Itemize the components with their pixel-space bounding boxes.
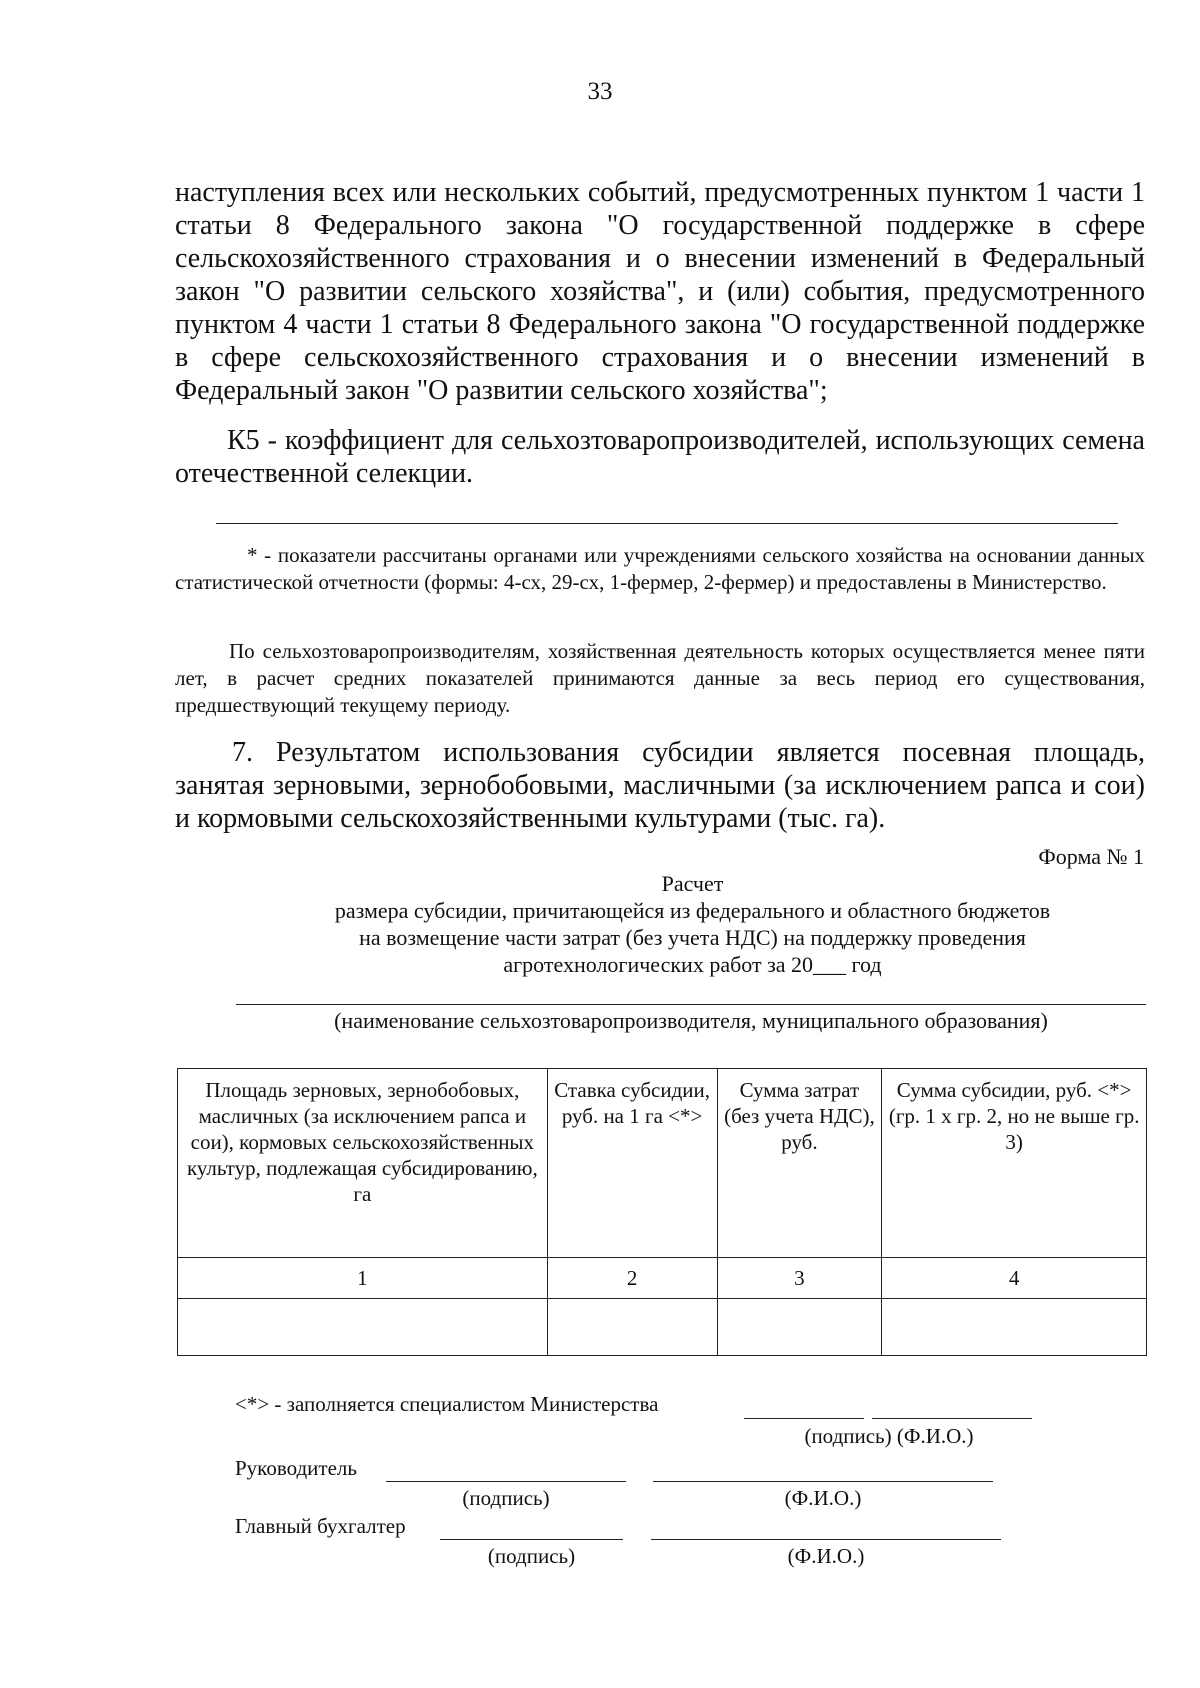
table-cell	[717, 1299, 882, 1356]
header-subsidy: Сумма субсидии, руб. <*> (гр. 1 x гр. 2, но не выше гр. 3)	[882, 1069, 1147, 1258]
column-number: 2	[547, 1258, 717, 1299]
accountant-signature-caption: (подпись)	[487, 1544, 576, 1568]
footnote-new-producers: По сельхозтоваропроизводителям, хозяйственная деятельность которых осуществляется менее пяти лет, в расчет средних показателей принимаются данные за весь период его существования, предшествующий текущему периоду.	[175, 639, 1145, 717]
paragraph-k5-coefficient: К5 - коэффициент для сельхозтоваропроизводителей, использующих семена отечественной селекции.	[175, 425, 1145, 489]
calculation-title-line: агротехнологических работ за 20___ год	[503, 952, 882, 977]
table-cell	[178, 1299, 548, 1356]
producer-name-line	[236, 1004, 1146, 1005]
specialist-caption: (подпись) (Ф.И.О.)	[804, 1424, 974, 1448]
director-name-caption: (Ф.И.О.)	[784, 1486, 862, 1510]
director-label: Руководитель	[235, 1456, 357, 1480]
director-name-line	[653, 1481, 993, 1482]
header-area: Площадь зерновых, зернобобовых, масличных (за исключением рапса и сои), кормовых сельскохозяйственных культур, подлежащая субсидированию, га	[178, 1069, 548, 1258]
page-number: 33	[587, 78, 613, 105]
subsidy-table	[177, 1068, 1147, 1356]
table-row	[178, 1299, 1147, 1356]
header-costs: Сумма затрат (без учета НДС), руб.	[717, 1069, 882, 1258]
paragraph-events: наступления всех или нескольких событий, предусмотренных пунктом 1 части 1 статьи 8 Федерального закона "О государственной поддержке в сфере сельскохозяйственного страхования и о внесении изменений в Федеральный закон "О развитии сельского хозяйства", и (или) события, предусмотренного пунктом 4 части 1 статьи 8 Федерального закона "О государственной поддержке в сфере сельскохозяйственного страхования и о внесении изменений в Федеральный закон "О развитии сельского хозяйства";	[175, 177, 1145, 406]
specialist-name-line	[872, 1418, 1032, 1419]
table-column-numbers-row	[178, 1258, 1147, 1299]
table-cell	[547, 1299, 717, 1356]
accountant-label: Главный бухгалтер	[235, 1514, 406, 1538]
footnote-indicators: * - показатели рассчитаны органами или учреждениями сельского хозяйства на основании данных статистической отчетности (формы: 4-сх, 29-сх, 1-фермер, 2-фермер) и предоставлены в Министерство.	[175, 543, 1145, 594]
footnote-divider	[216, 523, 1118, 524]
calculation-title-line: Расчет	[661, 871, 724, 896]
table-cell	[882, 1299, 1147, 1356]
calculation-title-line: размера субсидии, причитающейся из федерального и областного бюджетов	[334, 898, 1051, 923]
producer-caption: (наименование сельхозтоваропроизводителя, муниципального образования)	[334, 1008, 1048, 1033]
calculation-title-line: на возмещение части затрат (без учета НДС) на поддержку проведения	[359, 925, 1026, 950]
column-number: 4	[882, 1258, 1147, 1299]
form-label: Форма № 1	[1038, 844, 1144, 869]
director-signature-line	[386, 1481, 626, 1482]
paragraph-result: 7. Результатом использования субсидии является посевная площадь, занятая зерновыми, зернобобовыми, масличными (за исключением рапса и сои) и кормовыми сельскохозяйственными культурами (тыс. га).	[175, 737, 1145, 834]
specialist-signature-line	[744, 1418, 864, 1419]
specialist-note: <*> - заполняется специалистом Министерства	[235, 1392, 659, 1416]
accountant-signature-line	[440, 1539, 623, 1540]
accountant-name-caption: (Ф.И.О.)	[787, 1544, 865, 1568]
calculation-title	[230, 870, 1155, 978]
header-rate: Ставка субсидии, руб. на 1 га <*>	[547, 1069, 717, 1258]
table-header-row	[178, 1069, 1147, 1258]
column-number: 3	[717, 1258, 882, 1299]
director-signature-caption: (подпись)	[462, 1486, 550, 1510]
accountant-name-line	[651, 1539, 1001, 1540]
column-number: 1	[178, 1258, 548, 1299]
